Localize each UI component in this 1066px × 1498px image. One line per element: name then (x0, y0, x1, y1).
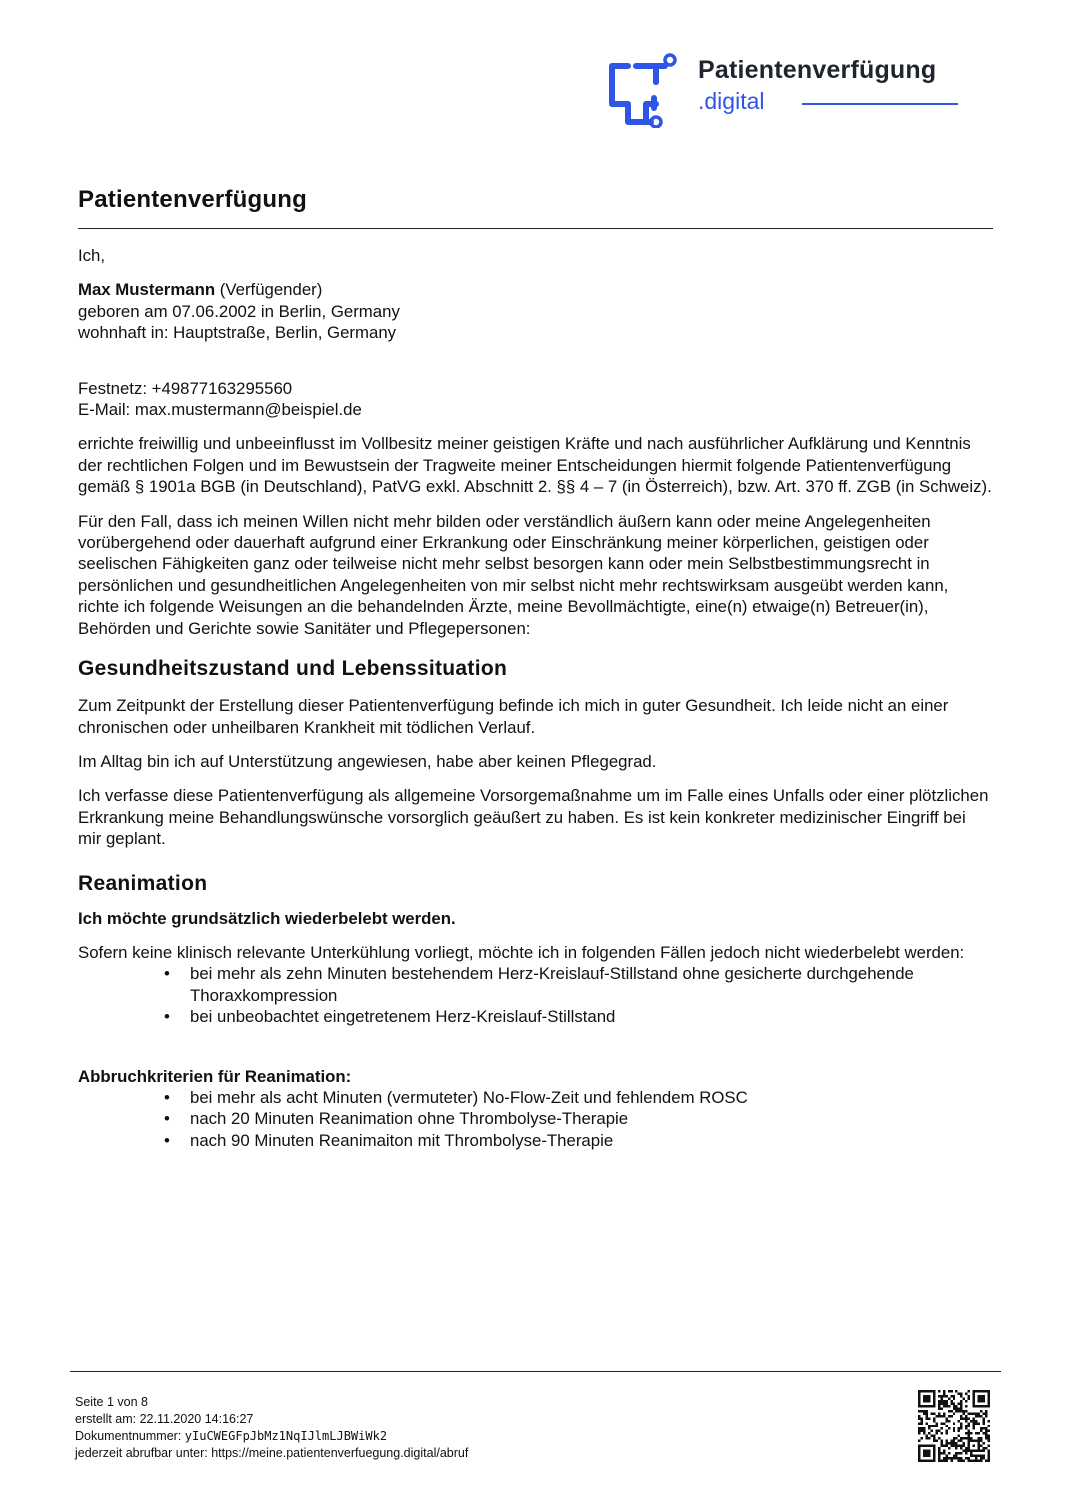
brand-name: Patientenverfügung (698, 56, 937, 84)
abort-criteria-list (78, 1087, 993, 1151)
brand-logo (606, 50, 966, 130)
document-number: yIuCWEGFpJbMz1NqIJlmLJBWiWk2 (184, 1429, 388, 1443)
logo-icon (606, 52, 682, 128)
footer (75, 1394, 775, 1462)
list-item (164, 1087, 993, 1108)
document-body (78, 186, 993, 1151)
list-item-text: nach 20 Minuten Reanimation ohne Thrombolyse-Therapie (190, 1109, 629, 1129)
person-name: Max Mustermann (78, 280, 216, 300)
list-item-text: bei mehr als zehn Minuten bestehendem Herz-Kreislauf-Stillstand ohne gesicherte durchgehende Thoraxkompression (190, 964, 914, 1005)
list-item (164, 1006, 993, 1027)
page-title: Patientenverfügung (78, 186, 993, 229)
person-email: E-Mail: max.mustermann@beispiel.de (78, 400, 362, 420)
health-paragraph-2: Im Alltag bin ich auf Unterstützung angewiesen, habe aber keinen Pflegegrad. (78, 751, 657, 771)
section-heading-health: Gesundheitszustand und Lebenssituation (78, 657, 508, 681)
health-paragraph-1: Zum Zeitpunkt der Erstellung dieser Patientenverfügung befinde ich mich in guter Gesundheit. Ich leide nicht an einer chronischen oder unheilbaren Krankheit mit tödlichen Verlauf. (78, 696, 949, 737)
list-item (164, 963, 993, 1006)
person-name-line (78, 279, 993, 300)
document-number-label: Dokumentnummer: (75, 1429, 185, 1443)
brand-subtitle: .digital (698, 88, 765, 114)
person-born: geboren am 07.06.2002 in Berlin, Germany (78, 301, 400, 321)
contact-details (78, 378, 993, 421)
bullet-icon: • (164, 1130, 170, 1150)
person-residence: wohnhaft in: Hauptstraße, Berlin, Germany (78, 323, 397, 343)
list-item (164, 1108, 993, 1129)
bullet-icon: • (164, 1007, 170, 1027)
list-item-text: bei mehr als acht Minuten (vermuteter) No-Flow-Zeit und fehlendem ROSC (190, 1087, 748, 1107)
list-item-text: bei unbeobachtet eingetretenem Herz-Kreislauf-Stillstand (190, 1007, 616, 1027)
intro-text: Ich, (78, 246, 106, 265)
reanimation-exceptions-list (78, 963, 993, 1027)
instructions-paragraph: Für den Fall, dass ich meinen Willen nicht mehr bilden oder verständlich äußern kann oder meine Angelegenheiten vorübergehend oder dauerhaft aufgrund einer Erkrankung oder Einschränkung meiner körperlichen, geistigen oder seelischen Fähigkeiten ganz oder teilweise nicht mehr selbst besorgen kann oder mein Selbstbestimmungsrecht in persönlichen und gesundheitlichen Angelegenheiten von mir selbst nicht mehr rechtswirksam ausgeübt werden kann, richte ich folgende Weisungen an die behandelnden Ärzte, meine Bevollmächtigte, eine(n) etwaige(n) Betreuer(in), Behörden und Gerichte sowie Sanitäter und Pflegepersonen: (78, 511, 949, 638)
bullet-icon: • (164, 964, 170, 984)
person-phone: Festnetz: +49877163295560 (78, 378, 293, 398)
bullet-icon: • (164, 1109, 170, 1129)
page-number: Seite 1 von 8 (75, 1395, 148, 1409)
document-number-line (75, 1428, 775, 1445)
qr-code-icon (918, 1390, 990, 1462)
declaration-paragraph: errichte freiwillig und unbeeinflusst im Vollbesitz meiner geistigen Kräfte und nach ausführlicher Aufklärung und Kenntnis der rechtlichen Folgen und im Bewustsein der Tragweite meiner Entscheidungen hiermit folgende Patientenverfügung gemäß § 1901a BGB (in Deutschland), PatVG exkl. Abschnitt 2. §§ 4 – 7 (in Österreich), bzw. Art. 370 ff. ZGB (in Schweiz). (78, 434, 992, 497)
retrieval-url: jederzeit abrufbar unter: https://meine.patientenverfuegung.digital/abruf (75, 1446, 469, 1460)
list-item-text: nach 90 Minuten Reanimaiton mit Thrombolyse-Therapie (190, 1130, 614, 1150)
abort-criteria-heading: Abbruchkriterien für Reanimation: (78, 1066, 352, 1086)
reanimation-paragraph: Sofern keine klinisch relevante Unterkühlung vorliegt, möchte ich in folgenden Fällen jedoch nicht wiederbelebt werden: (78, 942, 965, 962)
footer-divider (70, 1371, 1001, 1372)
section-heading-reanimation: Reanimation (78, 871, 208, 895)
created-date: erstellt am: 22.11.2020 14:16:27 (75, 1412, 254, 1426)
person-role: (Verfügender) (219, 280, 323, 300)
bullet-icon: • (164, 1087, 170, 1107)
person-details (78, 279, 993, 343)
brand-underline (802, 103, 958, 105)
reanimation-statement: Ich möchte grundsätzlich wiederbelebt werden. (78, 908, 456, 928)
health-paragraph-3: Ich verfasse diese Patientenverfügung als allgemeine Vorsorgemaßnahme um im Falle eines Unfalls oder einer plötzlichen Erkrankung meine Behandlungswünsche vorsorglich geäußert zu haben. Es ist kein konkreter medizinischer Eingriff bei mir geplant. (78, 786, 989, 849)
list-item (164, 1130, 993, 1151)
